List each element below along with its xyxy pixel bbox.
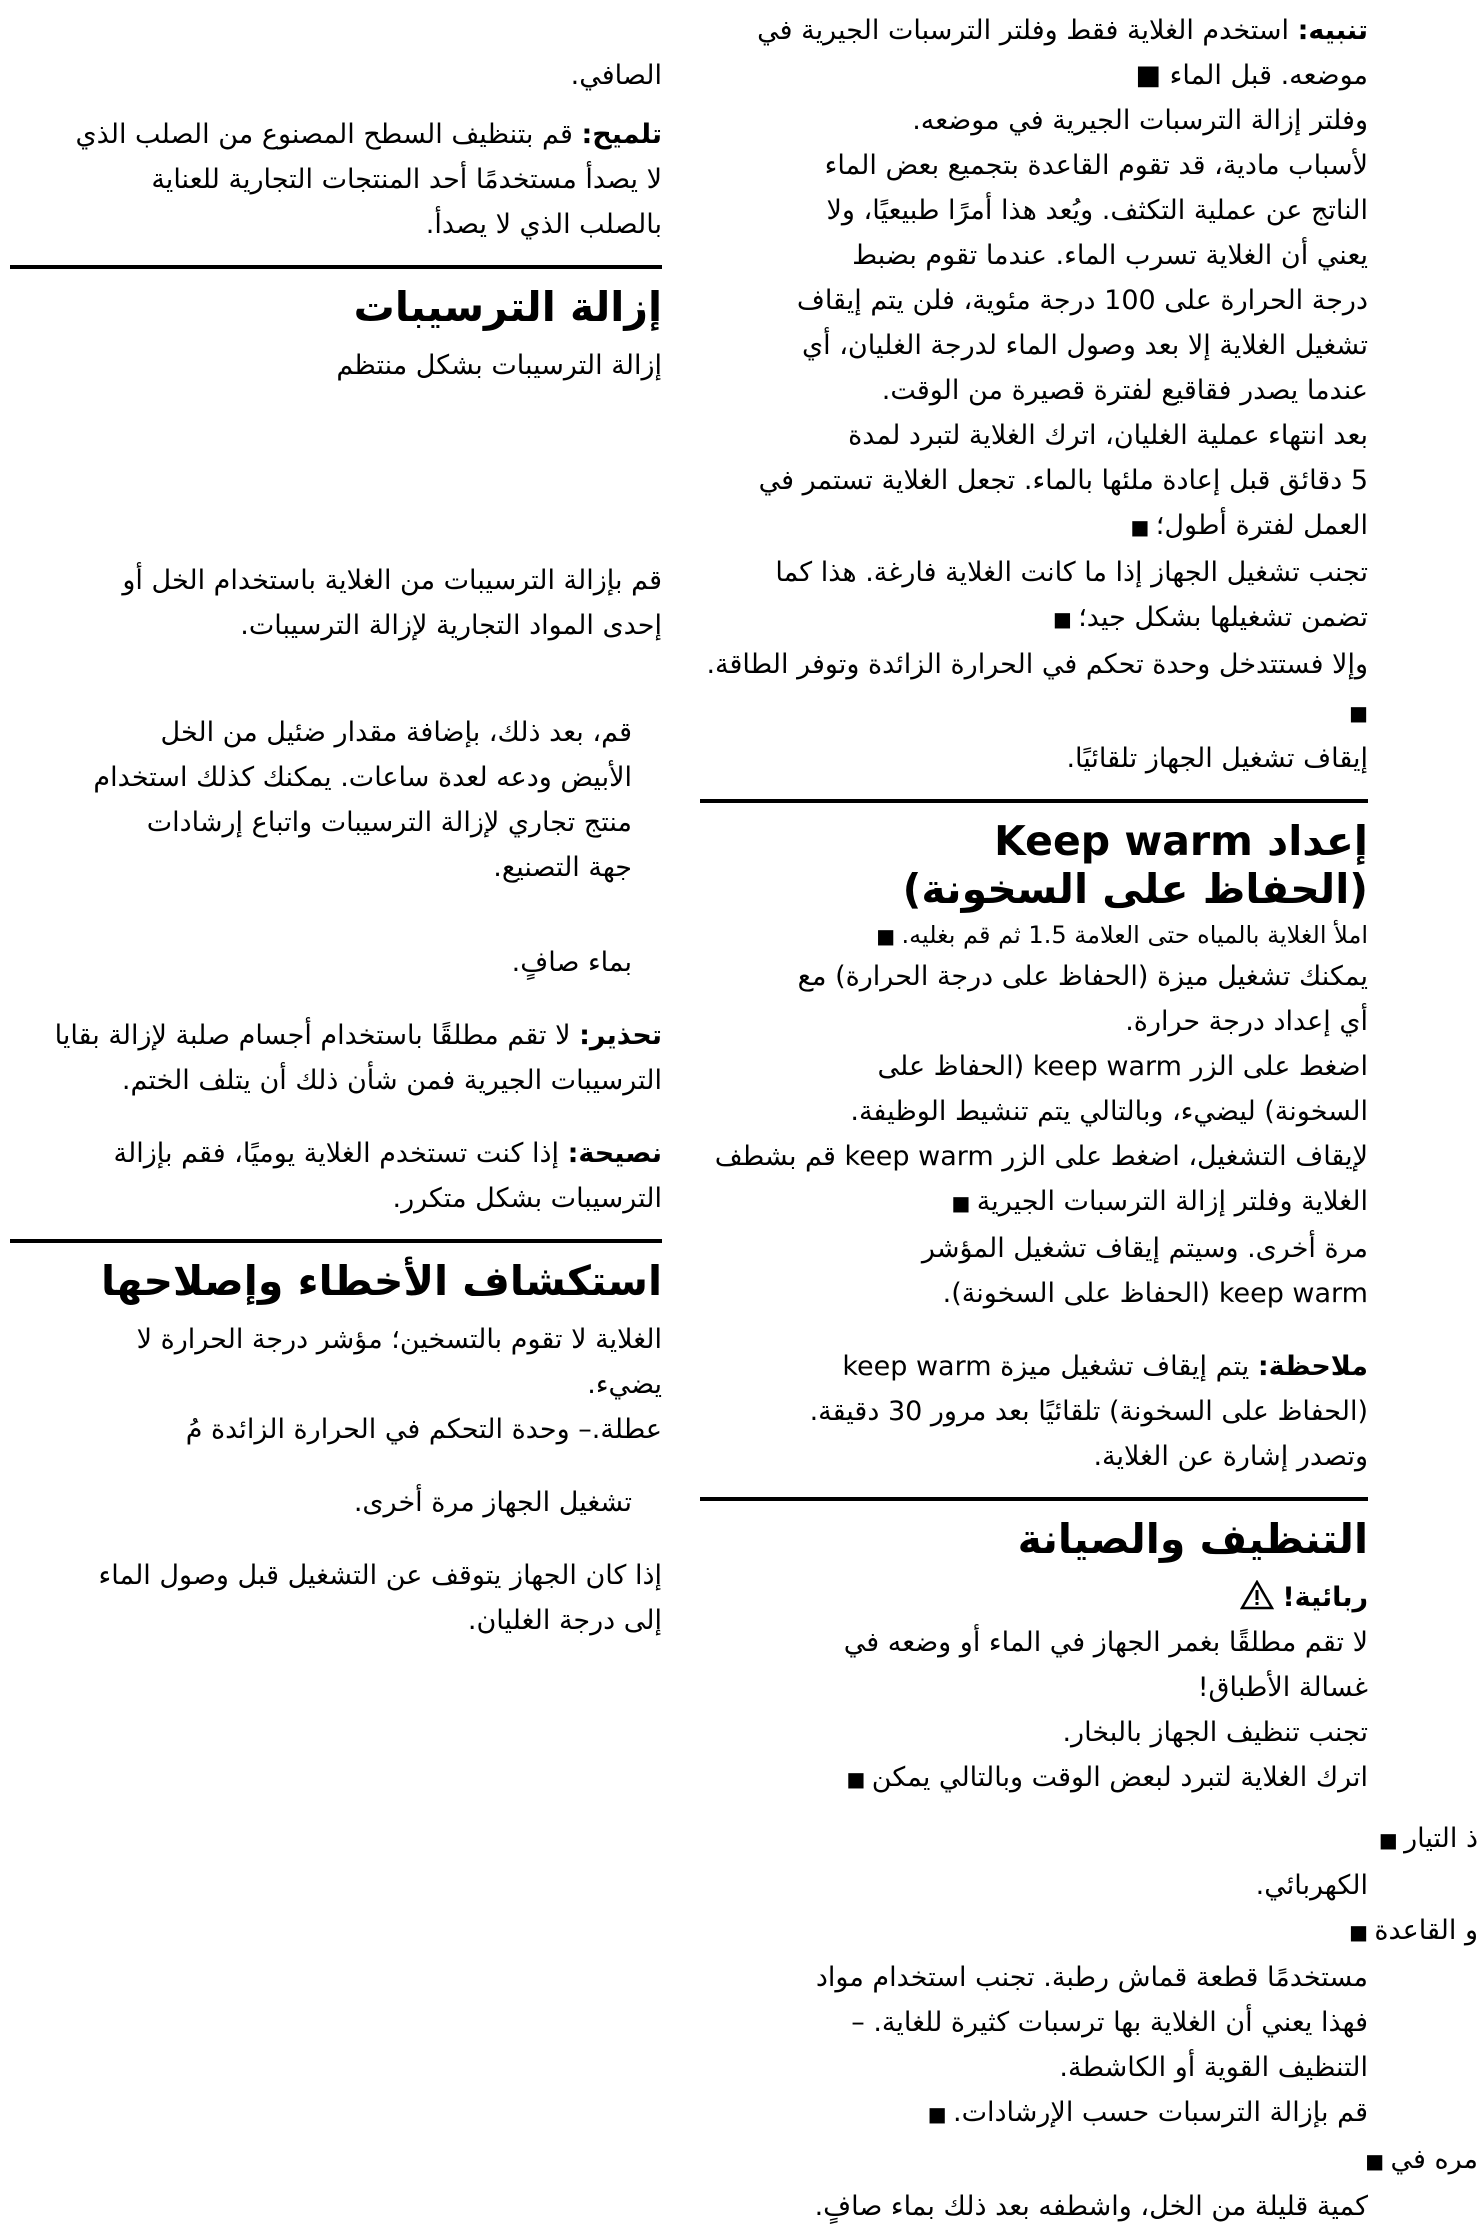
- cleaning-base-line: مستخدمًا قطعة قماش رطبة. تجنب استخدام مواد: [815, 1962, 1368, 1993]
- cleaning-line: غسالة الأطباق!: [1197, 1672, 1368, 1703]
- keep-warm-subtitle: (الحفاظ على السخونة): [902, 865, 1368, 913]
- cleaning-cool-text: اترك الغلاية لتبرد لبعض الوقت وبالتالي يمكن ■: [700, 1755, 1368, 1802]
- warning-triangle-icon: [1240, 1580, 1274, 1610]
- keep-warm-fill: املأ الغلاية بالمياه حتى العلامة 1.5 ثم قم بغليه. ■: [700, 917, 1368, 954]
- tip-line: [10, 112, 662, 157]
- cleaning-line: لا تقم مطلقًا بغمر الجهاز في الماء أو وضعه في: [843, 1627, 1368, 1658]
- descale-step-line: الأبيض ودعه لعدة ساعات. يمكنك كذلك استخدام: [93, 762, 632, 793]
- keep-warm-intro-line: يمكنك تشغيل ميزة (الحفاظ على درجة الحرارة) مع: [797, 961, 1368, 992]
- spacer: [10, 1525, 662, 1553]
- keep-warm-press-line: السخونة) ليضيء، وبالتالي يتم تنشيط الوظيفة.: [850, 1096, 1368, 1127]
- cleaning-power-b: الكهربائي.: [1255, 1870, 1368, 1901]
- tip-line: بالصلب الذي لا يصدأ.: [425, 209, 662, 240]
- caution-label: تحذير:: [579, 1020, 662, 1051]
- advice-line: الترسيبات بشكل متكرر.: [392, 1183, 662, 1214]
- tip-text: قم بتنظيف السطح المصنوع من الصلب الذي: [75, 119, 573, 150]
- spacer: [10, 8, 662, 53]
- spacer: [10, 98, 662, 112]
- descaling-title: إزالة الترسيبات: [353, 283, 662, 331]
- condensation-line: يعني أن الغلاية تسرب الماء. عندما تقوم بضبط: [852, 240, 1368, 271]
- spacer: [10, 890, 632, 940]
- avoid-bullet: وإلا فستتدخل وحدة تحكم في الحرارة الزائدة وتوفر الطاقة. ■: [700, 642, 1368, 736]
- condensation-line: درجة الحرارة على 100 درجة مئوية، فلن يتم إيقاف: [796, 285, 1368, 316]
- advice-text: إذا كنت تستخدم الغلاية يوميًا، فقم بإزالة: [113, 1138, 559, 1169]
- tip-line: لا يصدأ مستخدمًا أحد المنتجات التجارية للعناية: [151, 164, 662, 195]
- section-divider: [700, 1497, 1368, 1501]
- cooldown-line: 5 دقائق قبل إعادة ملئها بالماء. تجعل الغلاية تستمر في العمل لفترة أطول؛ ■: [700, 458, 1368, 550]
- cleaning-warning: [700, 1575, 1368, 1620]
- descale-steps: [10, 710, 662, 985]
- cleaning-base-line: التنظيف القوية أو الكاشطة.: [1059, 2052, 1368, 2083]
- spacer: [700, 1802, 1368, 1816]
- cleaning-power-a: ذ التيار ■: [700, 1816, 1478, 1863]
- trouble-line: إلى درجة الغليان.: [467, 1605, 662, 1636]
- clear-water-text: الصافي.: [570, 60, 662, 91]
- keep-warm-off-line: مرة أخرى. وسيتم إيقاف تشغيل المؤشر: [921, 1233, 1368, 1264]
- caution-line: [10, 1013, 662, 1058]
- spacer: [10, 1103, 662, 1131]
- spacer: [10, 388, 662, 558]
- trouble-line: الغلاية لا تقوم بالتسخين؛ مؤشر درجة الحرارة لا: [136, 1324, 662, 1355]
- note-line: وتصدر إشارة عن الغلاية.: [1093, 1441, 1368, 1472]
- rinse-text: بماء صافٍ.: [511, 947, 632, 978]
- cleaning-line: تجنب تنظيف الجهاز بالبخار.: [1062, 1717, 1368, 1748]
- spacer: [10, 1452, 662, 1480]
- cleaning-base-line: فهذا يعني أن الغلاية بها ترسبات كثيرة للغاية. –: [851, 2007, 1368, 2038]
- condensation-line: لأسباب مادية، قد تقوم القاعدة بتجميع بعض الماء: [824, 150, 1368, 181]
- descale-vinegar-line: قم بإزالة الترسيبات من الغلاية باستخدام الخل أو: [122, 565, 662, 596]
- auto-off-text: إيقاف تشغيل الجهاز تلقائيًا.: [1066, 743, 1368, 774]
- note-line: [700, 1344, 1368, 1389]
- trouble-line: إذا كان الجهاز يتوقف عن التشغيل قبل وصول الماء: [98, 1560, 662, 1591]
- note-text: يتم إيقاف تشغيل ميزة keep warm: [842, 1351, 1250, 1382]
- avoid-bullet: تجنب تشغيل الجهاز إذا ما كانت الغلاية فارغة. هذا كما تضمن تشغيلها بشكل جيد؛ ■: [700, 550, 1368, 642]
- caution-line: الترسيبات الجيرية فمن شأن ذلك أن يتلف الختم.: [121, 1065, 662, 1096]
- cleaning-vinegar-b: كمية قليلة من الخل، واشطفه بعد ذلك بماء صافٍ.: [814, 2191, 1368, 2222]
- cleaning-base-a: و القاعدة ■: [700, 1908, 1478, 1955]
- cooldown-line: بعد انتهاء عملية الغليان، اترك الغلاية لتبرد لمدة: [848, 420, 1368, 451]
- condensation-line: الناتج عن عملية التكثف. ويُعد هذا أمرًا طبيعيًا، ولا: [826, 195, 1368, 226]
- descale-step-line: قم، بعد ذلك، بإضافة مقدار ضئيل من الخل: [160, 717, 632, 748]
- bullet-icon: ■: [1135, 60, 1162, 91]
- trouble-line: تشغيل الجهاز مرة أخرى.: [353, 1487, 632, 1518]
- descale-step-line: منتج تجاري لإزالة الترسيبات واتباع إرشادات: [146, 807, 632, 838]
- keep-warm-off-line: لإيقاف التشغيل، اضغط على الزر keep warm قم بشطف الغلاية وفلتر إزالة الترسبات الجيرية ■: [700, 1134, 1368, 1226]
- notice-paragraph: [700, 8, 1368, 98]
- advice-line: [10, 1131, 662, 1176]
- spacer: [10, 985, 662, 1013]
- advice-label: نصيحة:: [567, 1138, 662, 1169]
- note-label: ملاحظة:: [1257, 1351, 1368, 1382]
- cleaning-descale-text: قم بإزالة الترسبات حسب الإرشادات. ■: [700, 2090, 1368, 2137]
- condensation-line: تشغيل الغلاية إلا بعد وصول الماء لدرجة الغليان، أي: [802, 330, 1368, 361]
- cleaning-title: التنظيف والصيانة: [1017, 1515, 1368, 1563]
- cleaning-warning-label: ربائية!: [1282, 1582, 1368, 1613]
- troubleshooting-title: استكشاف الأخطاء وإصلاحها: [101, 1257, 662, 1305]
- caution-text: لا تقم مطلقًا باستخدام أجسام صلبة لإزالة بقايا: [54, 1020, 571, 1051]
- descale-step-line: جهة التصنيع.: [493, 852, 632, 883]
- notice-text: استخدم الغلاية فقط وفلتر الترسبات الجيرية في موضعه. قبل الماء: [757, 15, 1368, 91]
- trouble-line: يضيء.: [587, 1369, 662, 1400]
- keep-warm-title: إعداد Keep warm: [994, 817, 1368, 865]
- descaling-intro: إزالة الترسيبات بشكل منتظم: [336, 350, 662, 381]
- keep-warm-press-line: اضغط على الزر keep warm (الحفاظ على: [877, 1051, 1368, 1082]
- tip-label: تلميح:: [581, 119, 662, 150]
- section-divider: [10, 265, 662, 269]
- keep-warm-off-line: keep warm (الحفاظ على السخونة).: [942, 1278, 1368, 1309]
- trouble-line: عطلة.– وحدة التحكم في الحرارة الزائدة مُ: [185, 1414, 662, 1445]
- spacer: [10, 648, 662, 710]
- left-column: [10, 8, 662, 1643]
- notice-label: تنبيه:: [1297, 15, 1368, 46]
- section-divider: [10, 1239, 662, 1243]
- cleaning-vinegar-a: مره في ■: [700, 2137, 1478, 2184]
- right-column: [700, 8, 1478, 2229]
- condensation-line: عندما يصدر فقاقيع لفترة قصيرة من الوقت.: [881, 375, 1368, 406]
- notice-continued: وفلتر إزالة الترسبات الجيرية في موضعه.: [912, 105, 1368, 136]
- keep-warm-intro-line: أي إعداد درجة حرارة.: [1125, 1006, 1368, 1037]
- spacer: [700, 1316, 1368, 1344]
- note-line: (الحفاظ على السخونة) تلقائيًا بعد مرور 30 دقيقة.: [809, 1396, 1368, 1427]
- section-divider: [700, 799, 1368, 803]
- descale-vinegar-line: إحدى المواد التجارية لإزالة الترسيبات.: [240, 610, 662, 641]
